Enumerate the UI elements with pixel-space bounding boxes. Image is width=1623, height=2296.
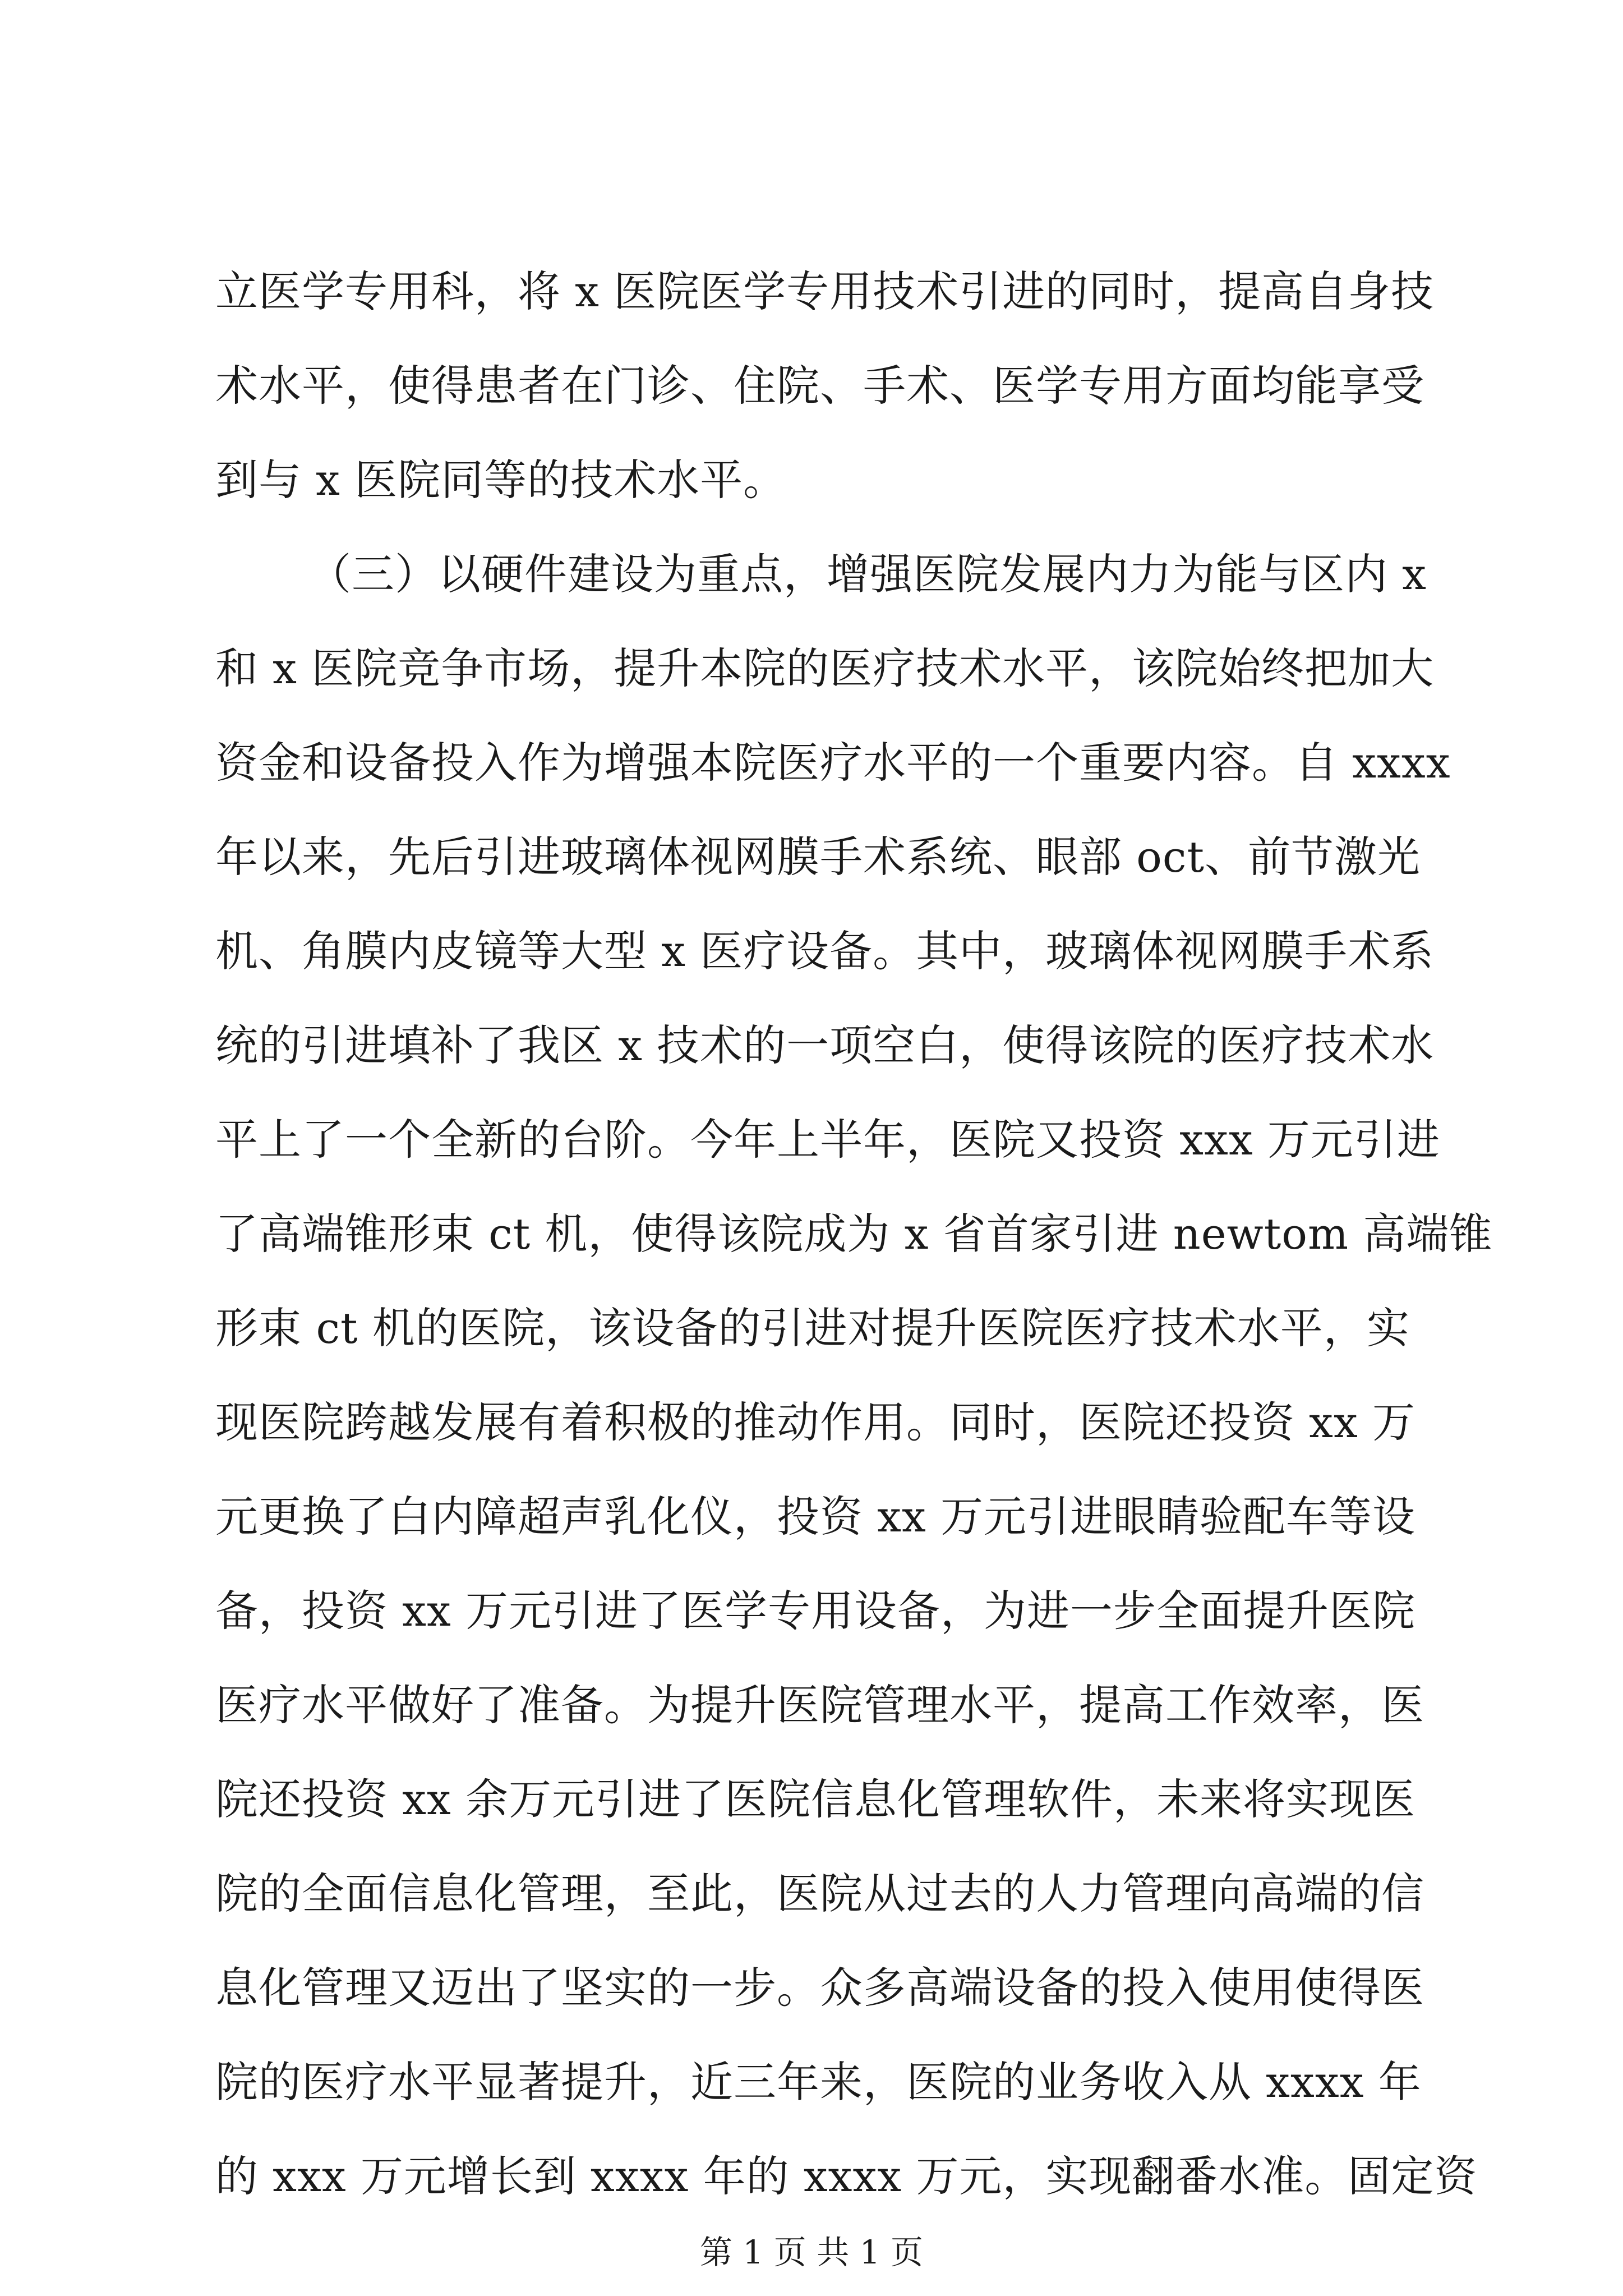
body-text-line: 平上了一个全新的台阶。今年上半年，医院又投资 xxx 万元引进: [215, 1115, 1440, 1165]
body-text-line: 现医院跨越发展有着积极的推动作用。同时，医院还投资 xx 万: [215, 1397, 1416, 1447]
body-text-line: 息化管理又迈出了坚实的一步。众多高端设备的投入使用使得医: [215, 1963, 1424, 2013]
body-text-line: 了高端锥形束 ct 机，使得该院成为 x 省首家引进 newtom 高端锥: [215, 1209, 1493, 1259]
body-text-line: 统的引进填补了我区 x 技术的一项空白，使得该院的医疗技术水: [215, 1020, 1435, 1070]
body-text-line: 院的医疗水平显著提升，近三年来，医院的业务收入从 xxxx 年: [215, 2057, 1422, 2107]
body-text-line: 备，投资 xx 万元引进了医学专用设备，为进一步全面提升医院: [215, 1586, 1416, 1636]
body-text-line: 术水平，使得患者在门诊、住院、手术、医学专用方面均能享受: [215, 361, 1424, 411]
body-text-line: 院的全面信息化管理，至此，医院从过去的人力管理向高端的信: [215, 1869, 1424, 1918]
body-text-line: 元更换了白内障超声乳化仪，投资 xx 万元引进眼睛验配车等设: [215, 1492, 1416, 1542]
body-text-line: 医疗水平做好了准备。为提升医院管理水平，提高工作效率，医: [215, 1680, 1424, 1730]
body-text-line: 立医学专用科，将 x 医院医学专用技术引进的同时，提高自身技: [215, 266, 1435, 316]
body-text-line: 院还投资 xx 余万元引进了医院信息化管理软件，未来将实现医: [215, 1774, 1416, 1824]
body-text-line: 年以来，先后引进玻璃体视网膜手术系统、眼部 oct、前节激光: [215, 832, 1421, 882]
body-text-line: 到与 x 医院同等的技术水平。: [215, 455, 787, 505]
body-text-line: 资金和设备投入作为增强本院医疗水平的一个重要内容。自 xxxx: [215, 738, 1451, 788]
body-text-line: 机、角膜内皮镜等大型 x 医疗设备。其中，玻璃体视网膜手术系: [215, 926, 1435, 976]
body-text-line: 的 xxx 万元增长到 xxxx 年的 xxxx 万元，实现翻番水准。固定资: [215, 2151, 1478, 2201]
body-text-line: 形束 ct 机的医院，该设备的引进对提升医院医疗技术水平，实: [215, 1303, 1410, 1353]
page-footer: 第 1 页 共 1 页: [700, 2233, 923, 2271]
section-heading-line: （三）以硬件建设为重点，增强医院发展内力为能与区内 x: [308, 549, 1427, 599]
body-text-line: 和 x 医院竞争市场，提升本院的医疗技术水平，该院始终把加大: [215, 643, 1435, 693]
